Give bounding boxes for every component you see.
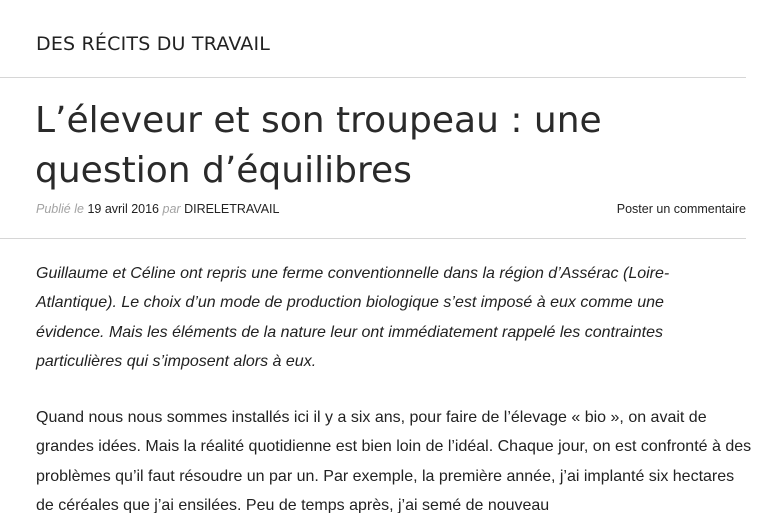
author-prefix: par [162,202,181,216]
article-title: L’éleveur et son troupeau : une question d’équilibres [35,100,602,191]
published-prefix: Publié le [36,202,84,216]
article-intro: Guillaume et Céline ont repris une ferme conventionnelle dans la région d’Assérac (Loire-Atlantique). Le choix d’un mode de production biologique s’est imposé à eux comme une évidence. Mais les éléments de la nature leur ont immédiatement rappelé les contraintes particulières qui s’imposent alors à eux. [36,265,670,370]
author-link[interactable]: DIRELETRAVAIL [184,202,280,216]
meta-divider [0,238,746,239]
site-title-link[interactable]: DES RÉCITS DU TRAVAIL [36,33,271,55]
header-divider [0,77,746,78]
article-meta [36,202,279,216]
post-comment-link[interactable]: Poster un commentaire [616,202,746,216]
publish-date-link[interactable]: 19 avril 2016 [87,202,160,216]
article-body-paragraph: Quand nous nous sommes installés ici il y a six ans, pour faire de l’élevage « bio », on avait de grandes idées. Mais la réalité quotidienne est bien loin de l’idéal. Chaque jour, on est confronté à des problèmes qu’il faut résoudre un par un. Par exemple, la première année, j’ai implanté six hectares de céréales que j’ai ensilées. Peu de temps après, j’ai semé de nouveau [36,409,752,513]
